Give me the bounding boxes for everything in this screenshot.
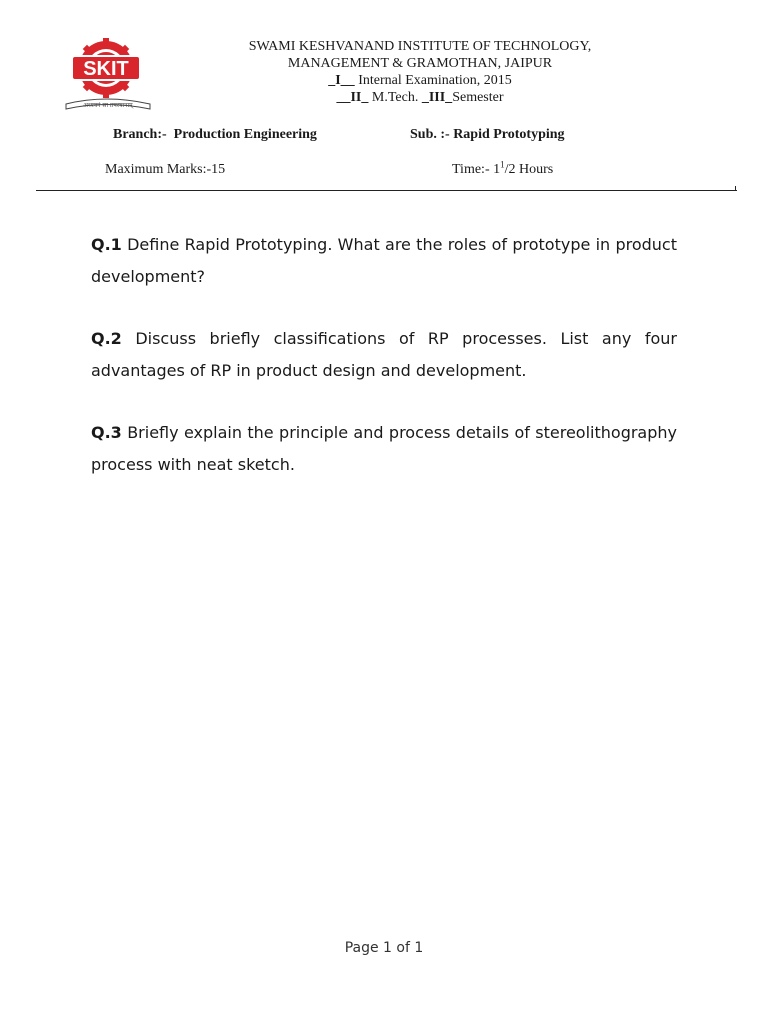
subject-value: Rapid Prototyping — [453, 127, 565, 142]
logo-text: SKIT — [83, 58, 129, 80]
header-divider — [36, 190, 737, 191]
question-text: Briefly explain the principle and process details of stereolithography process with neat sketch. — [91, 423, 677, 474]
question-1 — [91, 229, 677, 293]
exam-line — [150, 72, 690, 89]
branch-field — [113, 127, 317, 143]
institute-name-line1: SWAMI KESHVANAND INSTITUTE OF TECHNOLOGY, — [248, 39, 592, 54]
question-list — [91, 229, 677, 511]
program-line — [150, 89, 690, 106]
exam-header — [150, 38, 690, 106]
time-field — [452, 159, 554, 178]
subject-label: Sub. :- — [410, 127, 450, 142]
time-suffix: /2 Hours — [504, 162, 554, 177]
logo-motto: अध्ययनं सा तपस्यानाम् — [83, 102, 133, 109]
institute-name-line2: MANAGEMENT & GRAMOTHAN, JAIPUR — [287, 56, 553, 71]
page-number: Page 1 of 1 — [344, 940, 424, 956]
header-divider-end — [735, 186, 736, 191]
semester-label: Semester — [452, 90, 504, 105]
question-text: Define Rapid Prototyping. What are the roles of prototype in product development? — [91, 235, 678, 286]
question-number: Q.3 — [91, 423, 122, 442]
time-superscript: 1 — [500, 159, 505, 170]
exam-title: Internal Examination, 2015 — [354, 73, 512, 88]
skit-logo-icon — [64, 38, 152, 110]
branch-label: Branch:- — [113, 127, 167, 142]
year-number: __II_ — [336, 90, 369, 105]
time-prefix: Time:- 1 — [452, 162, 501, 177]
question-number: Q.1 — [91, 235, 122, 254]
question-2 — [91, 323, 677, 387]
institute-logo — [64, 38, 152, 110]
question-text: Discuss briefly classifications of RP processes. List any four advantages of RP in product design and development. — [91, 329, 677, 380]
question-3 — [91, 417, 677, 481]
exam-number: _I__ — [328, 73, 355, 88]
branch-value: Production Engineering — [173, 127, 317, 142]
program-name: M.Tech. — [368, 90, 422, 105]
max-marks: Maximum Marks:-15 — [105, 162, 226, 177]
question-number: Q.2 — [91, 329, 122, 348]
subject-field — [410, 127, 565, 143]
semester-number: _III_ — [421, 90, 453, 105]
